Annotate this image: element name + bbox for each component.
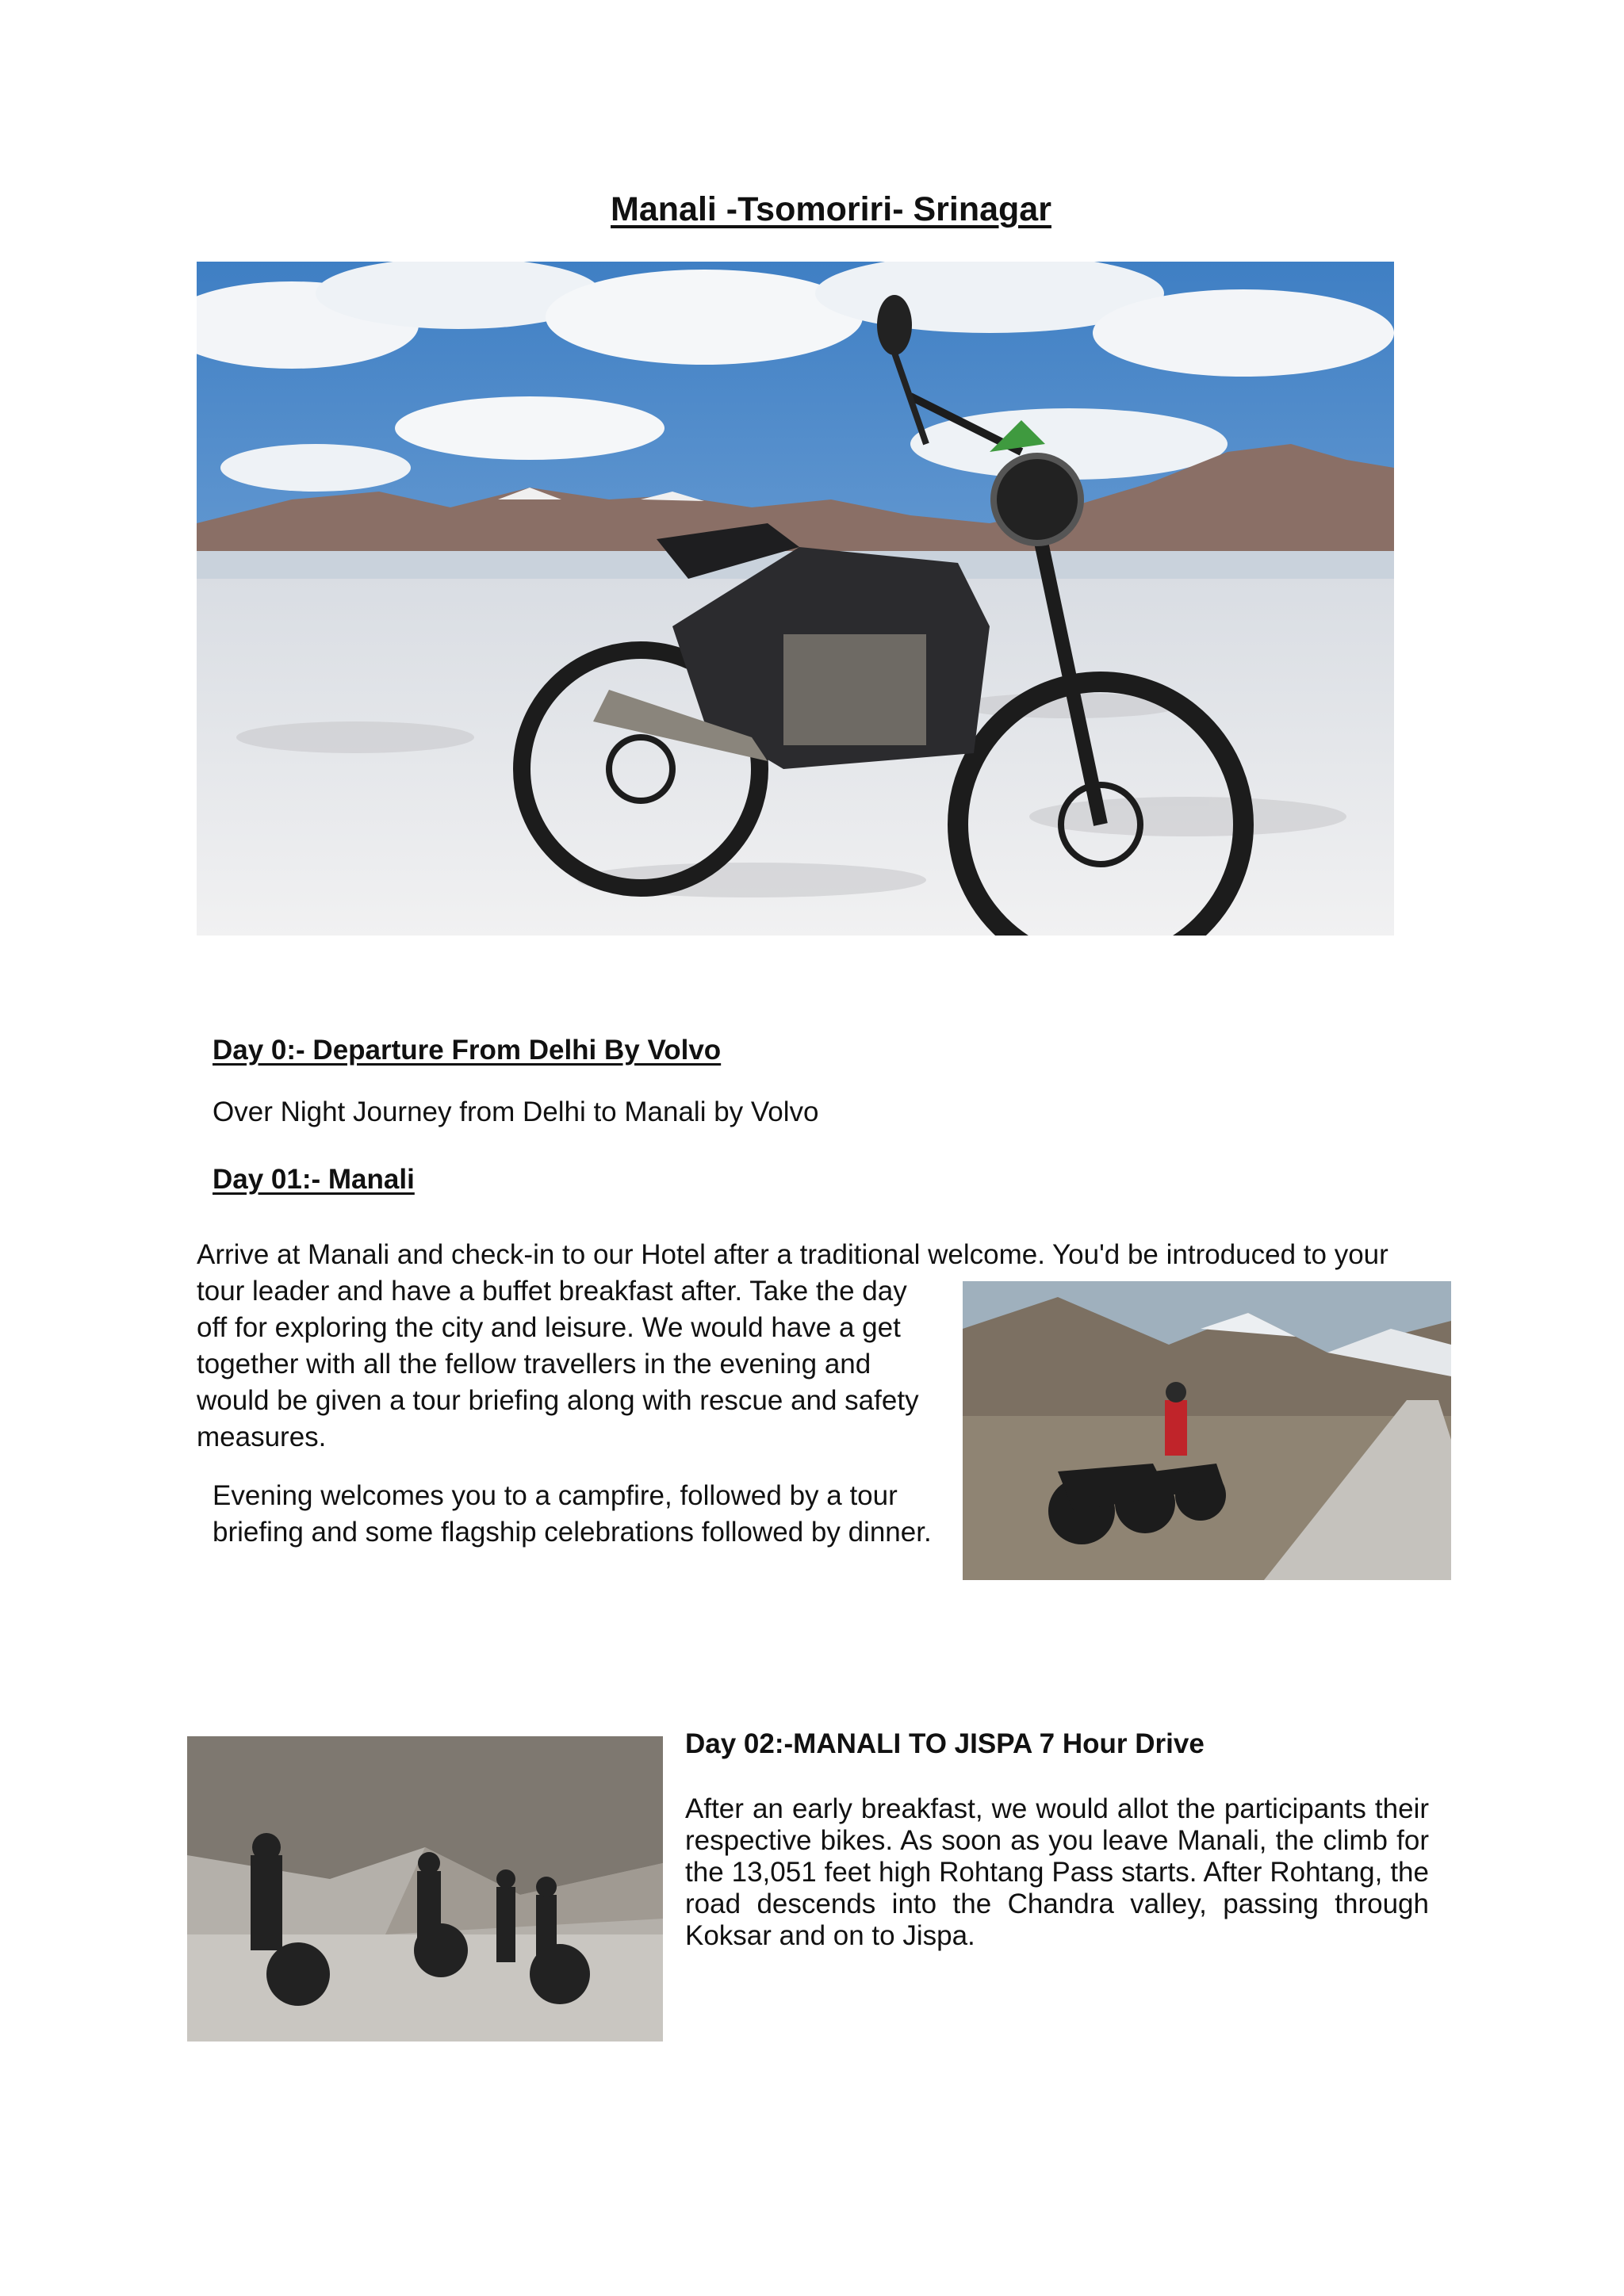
day2-text: After an early breakfast, we would allot the participants their respective bikes. As soon as you leave Manali, the climb for the 13,051 feet high Rohtang Pass starts. After Rohtang, the road descends into the Chandra valley, passing through Koksar and on to Jispa. <box>685 1793 1429 1951</box>
day0-text: Over Night Journey from Delhi to Manali by Volvo <box>213 1096 819 1127</box>
day1-intro-line: Arrive at Manali and check-in to our Hotel after a traditional welcome. You'd be introduced to your <box>197 1239 1388 1270</box>
day2-image <box>187 1736 663 2042</box>
day1-heading: Day 01:- Manali <box>213 1164 415 1195</box>
page-title: Manali -Tsomoriri- Srinagar <box>611 190 1051 228</box>
day2-heading: Day 02:-MANALI TO JISPA 7 Hour Drive <box>685 1728 1205 1759</box>
hero-image <box>197 262 1394 936</box>
day1-paragraph: tour leader and have a buffet breakfast after. Take the day off for exploring the city and leisure. We would have a get together with all the fellow travellers in the evening and would be given a tour briefing along with rescue and safety measures. <box>197 1276 919 1452</box>
day1-image <box>963 1281 1451 1580</box>
day0-heading: Day 0:- Departure From Delhi By Volvo <box>213 1035 722 1066</box>
day1-evening-paragraph: Evening welcomes you to a campfire, followed by a tour briefing and some flagship celebrations followed by dinner. <box>213 1480 932 1548</box>
